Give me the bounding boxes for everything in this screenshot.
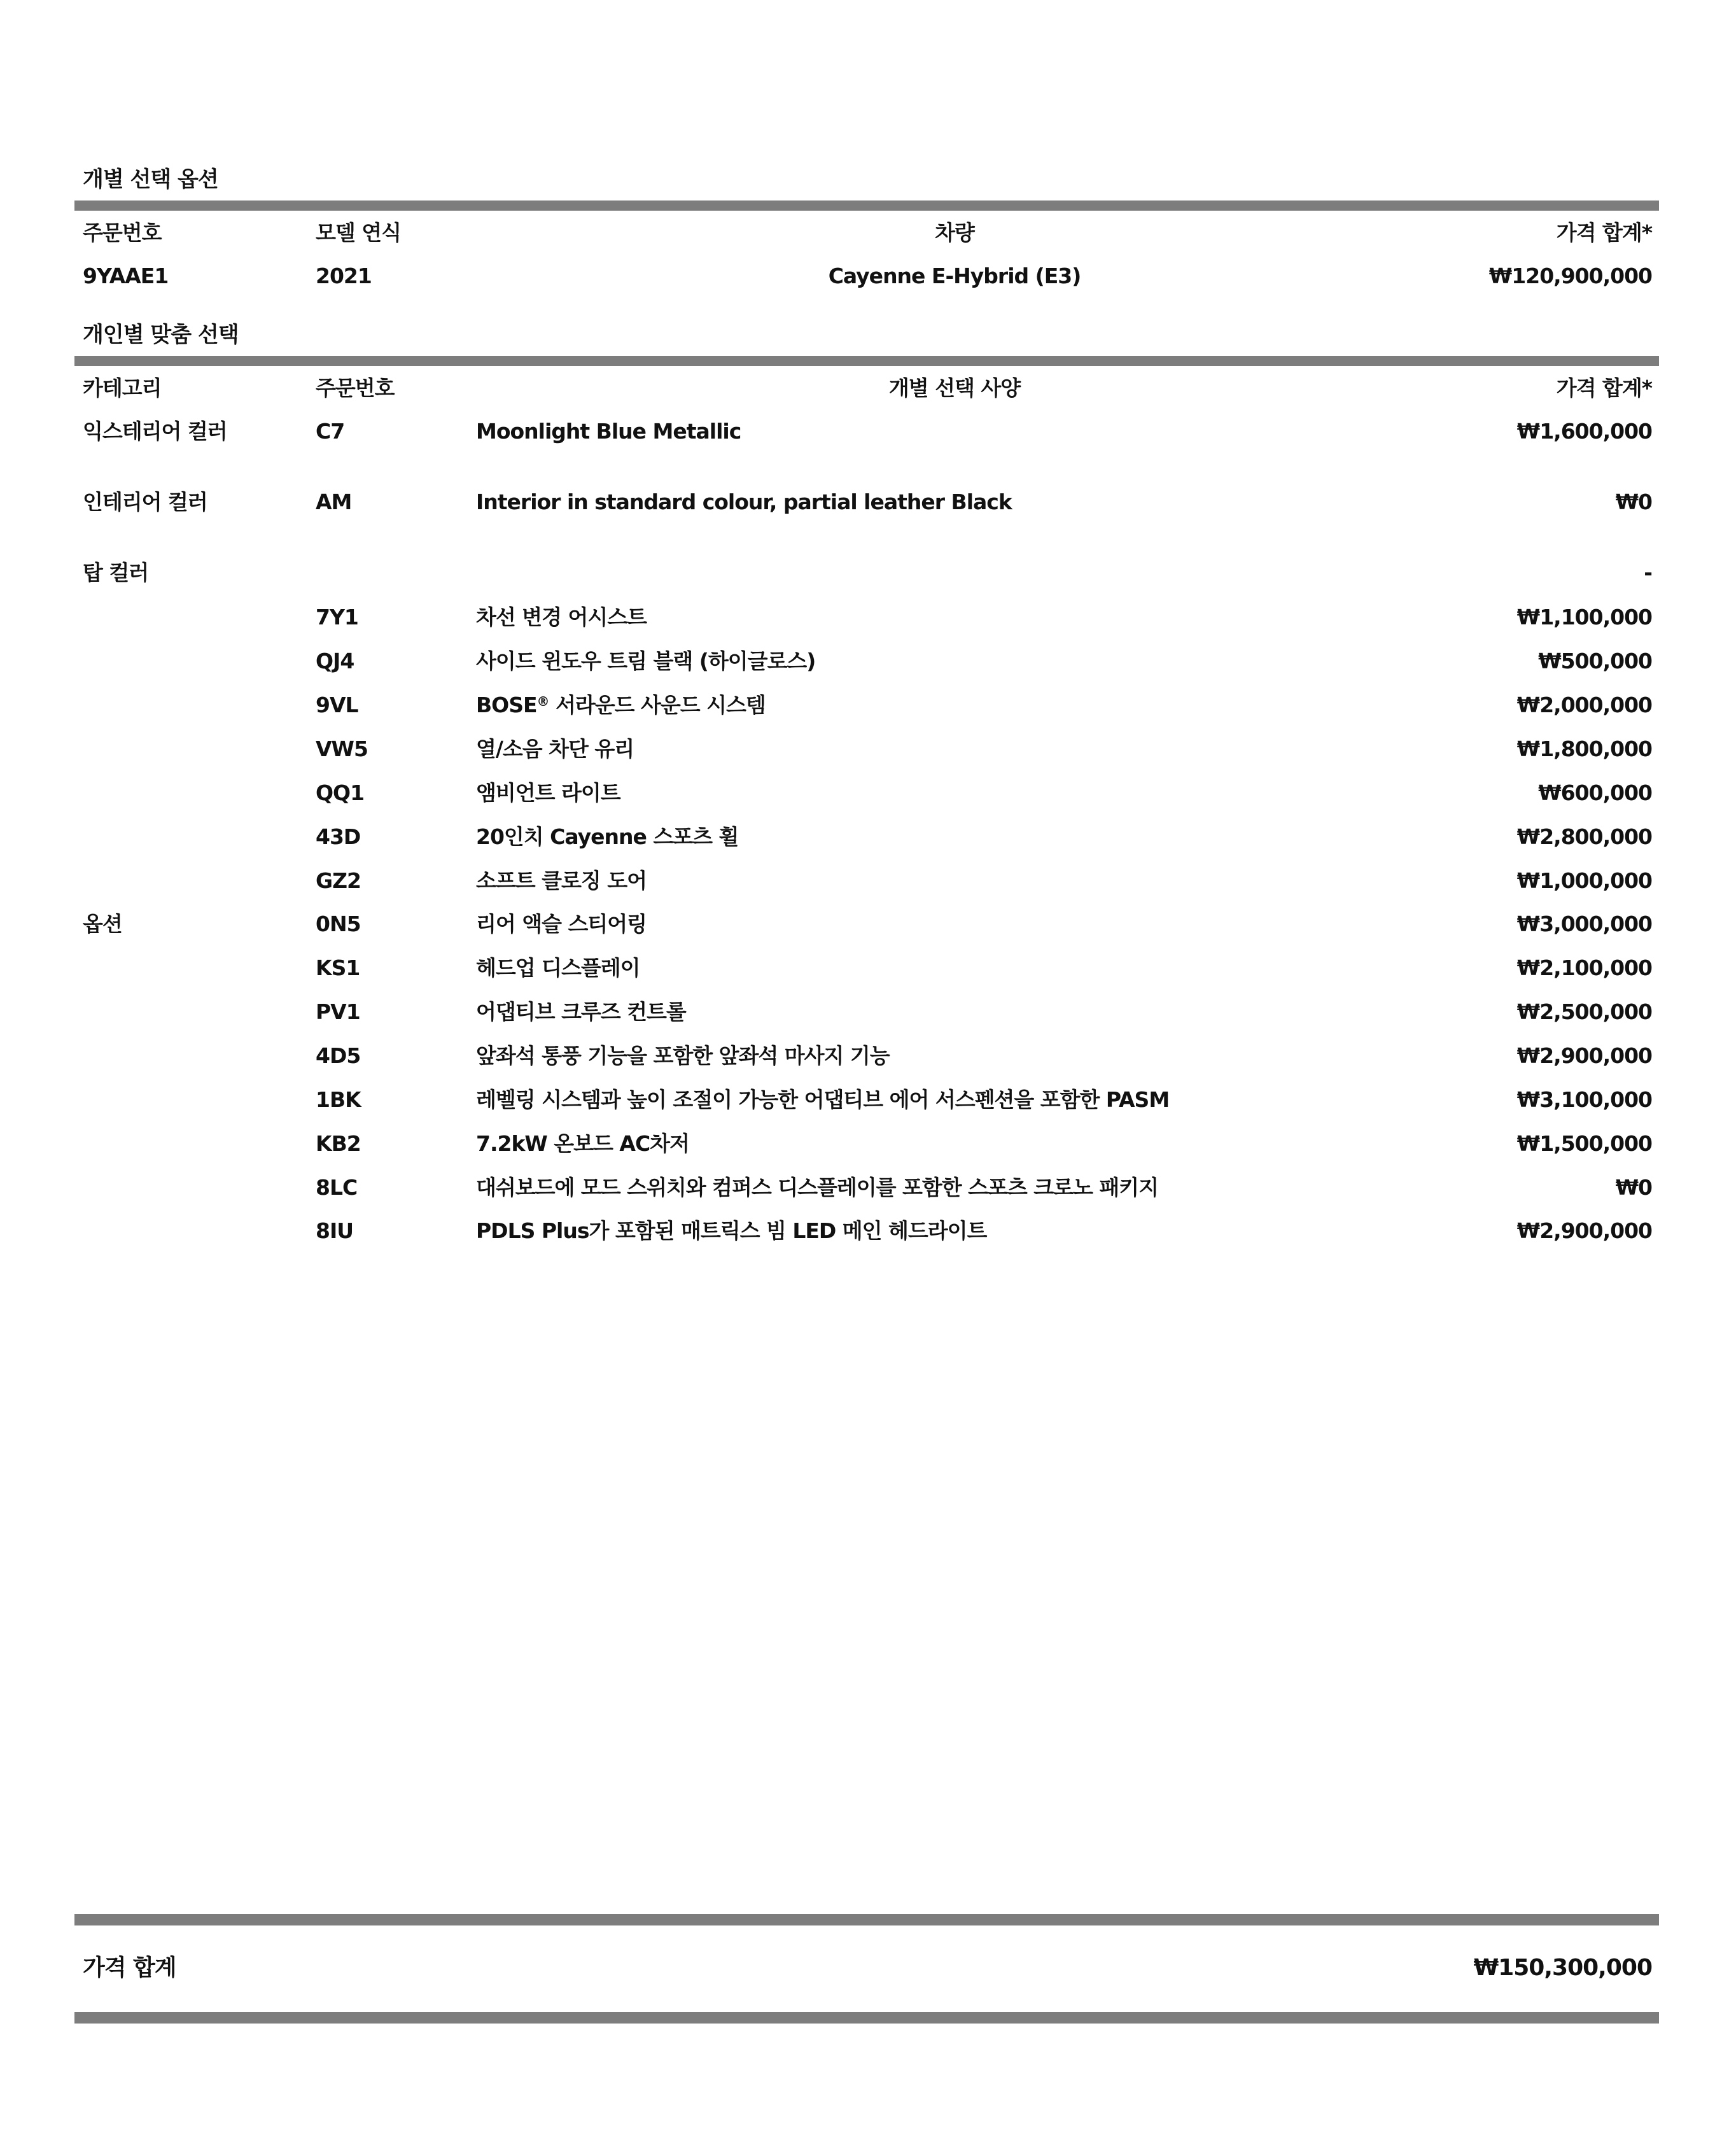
vehicle-order-no: 9YAAE1	[83, 264, 169, 288]
option-description-rest: 서라운드 사운드 시스템	[549, 693, 766, 717]
option-description: 7.2kW 온보드 AC차저	[476, 1131, 689, 1156]
header-vehicle: 차량	[935, 220, 974, 245]
category-exterior-color: 익스테리어 컬러	[83, 419, 227, 444]
option-price: ₩3,000,000	[1516, 912, 1652, 936]
option-price: ₩2,000,000	[1516, 693, 1652, 717]
option-code: VW5	[316, 736, 368, 761]
option-description: 대쉬보드에 모드 스위치와 컴퍼스 디스플레이를 포함한 스포츠 크로노 패키지	[476, 1175, 1159, 1200]
option-price: ₩600,000	[1538, 780, 1652, 805]
option-description: 어댑티브 크루즈 컨트롤	[476, 999, 686, 1024]
option-code: QQ1	[316, 780, 365, 805]
option-description: Interior in standard colour, partial leather Black	[476, 489, 1012, 514]
option-code: KS1	[316, 955, 360, 980]
option-description: PDLS Plus가 포함된 매트릭스 빔 LED 메인 헤드라이트	[476, 1218, 987, 1243]
total-top-rule	[74, 1914, 1659, 1925]
option-description: Moonlight Blue Metallic	[476, 419, 741, 444]
option-price: -	[1644, 560, 1652, 585]
option-code: GZ2	[316, 868, 361, 893]
header-category: 카테고리	[83, 376, 162, 400]
option-code: PV1	[316, 999, 360, 1024]
option-price: ₩1,000,000	[1516, 868, 1652, 893]
header-option-order-no: 주문번호	[316, 376, 395, 400]
total-label: 가격 합계	[83, 1955, 176, 1981]
option-description: 앞좌석 통풍 기능을 포함한 앞좌석 마사지 기능	[476, 1043, 890, 1068]
registered-mark: ®	[536, 694, 549, 709]
option-price: ₩2,900,000	[1516, 1218, 1652, 1243]
section-divider	[74, 356, 1659, 366]
option-price: ₩1,600,000	[1516, 419, 1652, 444]
option-price: ₩3,100,000	[1516, 1087, 1652, 1112]
option-description: 앰비언트 라이트	[476, 780, 620, 805]
option-price: ₩2,900,000	[1516, 1043, 1652, 1068]
option-description: 열/소음 차단 유리	[476, 736, 634, 761]
vehicle-price: ₩120,900,000	[1488, 264, 1652, 288]
option-price: ₩1,500,000	[1516, 1131, 1652, 1156]
option-description: 사이드 윈도우 트림 블랙 (하이글로스)	[476, 649, 816, 673]
option-price: ₩2,500,000	[1516, 999, 1652, 1024]
category-options: 옵션	[83, 912, 122, 936]
option-code: QJ4	[316, 649, 354, 673]
option-code: C7	[316, 419, 345, 444]
option-price: ₩2,100,000	[1516, 955, 1652, 980]
section-divider	[74, 201, 1659, 211]
option-code: KB2	[316, 1131, 361, 1156]
total-value: ₩150,300,000	[1473, 1955, 1652, 1981]
personal-selection-title: 개인별 맞춤 선택	[83, 322, 239, 348]
option-code: 4D5	[316, 1043, 361, 1068]
header-model-year: 모델 연식	[316, 220, 402, 245]
option-description: 소프트 클로징 도어	[476, 868, 647, 893]
category-top-color: 탑 컬러	[83, 560, 149, 585]
total-bottom-rule	[74, 2012, 1659, 2024]
option-description: 레벨링 시스템과 높이 조절이 가능한 어댑티브 에어 서스펜션을 포함한 PASM	[476, 1087, 1170, 1112]
header-order-no: 주문번호	[83, 220, 162, 245]
option-price: ₩500,000	[1538, 649, 1652, 673]
option-description-brand: BOSE	[476, 693, 537, 717]
header-option-price-total: 가격 합계*	[1556, 376, 1652, 400]
option-code: 8LC	[316, 1175, 358, 1200]
option-code: 1BK	[316, 1087, 361, 1112]
option-description: 리어 액슬 스티어링	[476, 912, 647, 936]
option-price: ₩1,800,000	[1516, 736, 1652, 761]
option-code: 43D	[316, 824, 361, 849]
option-code: 7Y1	[316, 605, 358, 630]
option-description: 헤드업 디스플레이	[476, 955, 640, 980]
option-code: 9VL	[316, 693, 358, 717]
option-price: ₩1,100,000	[1516, 605, 1652, 630]
header-spec: 개별 선택 사양	[888, 376, 1021, 400]
option-code: 8IU	[316, 1218, 354, 1243]
option-price: ₩2,800,000	[1516, 824, 1652, 849]
header-price-total: 가격 합계*	[1556, 220, 1652, 245]
option-price: ₩0	[1615, 489, 1652, 514]
option-code: 0N5	[316, 912, 361, 936]
individual-options-title: 개별 선택 옵션	[83, 167, 218, 192]
option-code: AM	[316, 489, 352, 514]
vehicle-name: Cayenne E-Hybrid (E3)	[828, 264, 1081, 288]
option-description	[476, 693, 766, 718]
option-price: ₩0	[1615, 1175, 1652, 1200]
category-interior-color: 인테리어 컬러	[83, 489, 207, 514]
vehicle-model-year: 2021	[316, 264, 372, 288]
option-description: 차선 변경 어시스트	[476, 605, 647, 630]
option-description: 20인치 Cayenne 스포츠 휠	[476, 824, 739, 849]
